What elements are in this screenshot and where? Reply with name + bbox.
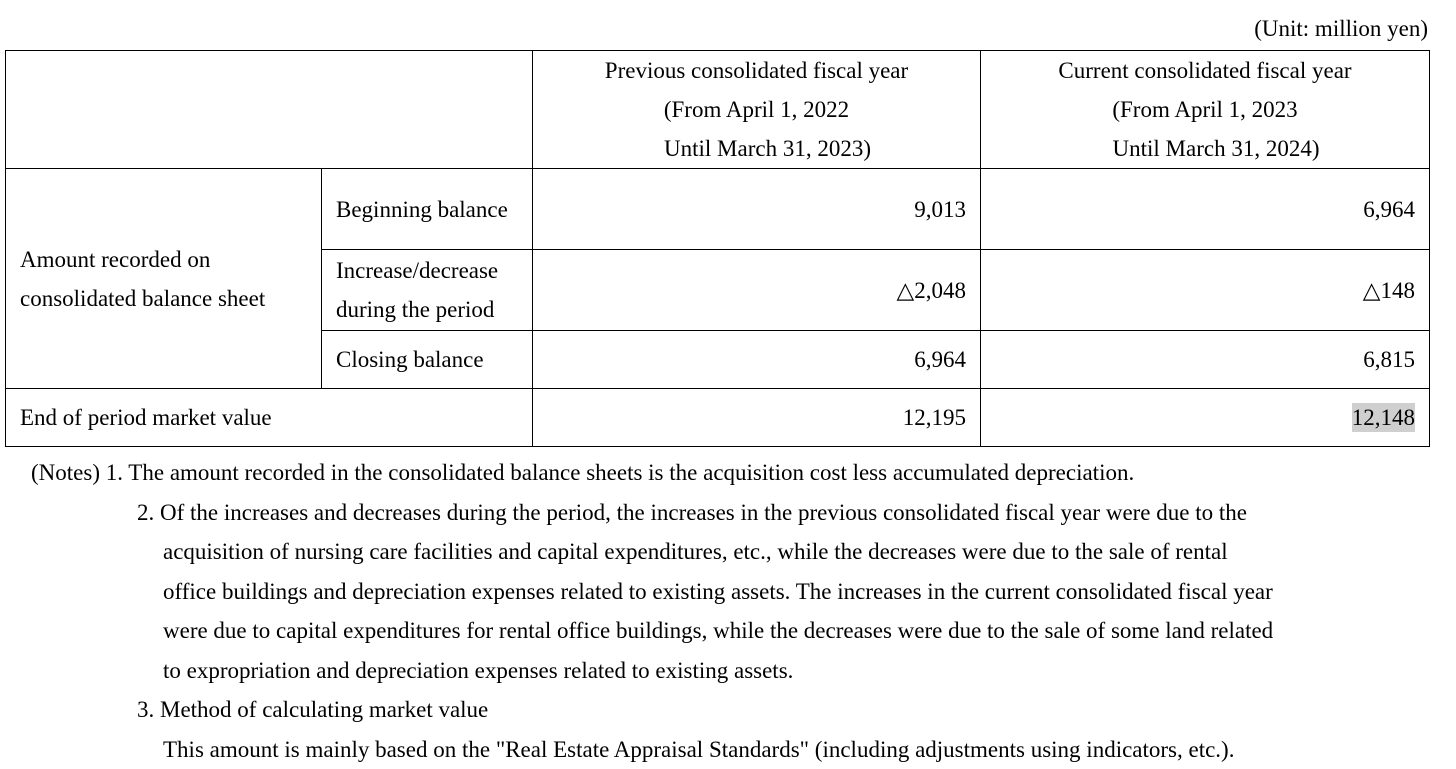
market-value-row: [6, 389, 1430, 447]
unit-label: (Unit: million yen): [1254, 14, 1428, 44]
note-2-first-line: 2. Of the increases and decreases during the period, the increases in the previous consolidated fiscal year were due to the: [31, 493, 1446, 533]
note-2-line: to expropriation and depreciation expenses related to existing assets.: [31, 651, 1446, 691]
prev-year-until: Until March 31, 2023): [547, 129, 966, 168]
group-label: Amount recorded on consolidated balance sheet: [20, 247, 265, 311]
header-prev-year: [533, 51, 981, 169]
prev-value: △2,048: [533, 250, 981, 331]
curr-year-from: (From April 1, 2023: [995, 90, 1415, 129]
prev-value: 9,013: [533, 169, 981, 250]
note-2-line: office buildings and depreciation expenses related to existing assets. The increases in the current consolidated fiscal year: [31, 572, 1446, 612]
row-label: Increase/decrease during the period: [322, 250, 533, 331]
row-label: Beginning balance: [322, 169, 533, 250]
note-1: (Notes) 1. The amount recorded in the consolidated balance sheets is the acquisition cost less accumulated depreciation.: [31, 453, 1446, 493]
table-row: [6, 169, 1430, 250]
header-empty-cell: [6, 51, 533, 169]
market-curr-cell: [981, 389, 1430, 447]
note-3-body: This amount is mainly based on the "Real Estate Appraisal Standards" (including adjustments using indicators, etc.).: [31, 730, 1446, 769]
investment-property-table: [5, 50, 1430, 447]
notes-section: [31, 453, 1446, 769]
prev-year-from: (From April 1, 2022: [547, 90, 966, 129]
curr-value: △148: [981, 250, 1430, 331]
note-3-title: 3. Method of calculating market value: [31, 690, 1446, 730]
header-row: [6, 51, 1430, 169]
market-value-label: End of period market value: [6, 389, 533, 447]
note-2-line: acquisition of nursing care facilities and capital expenditures, etc., while the decreases were due to the sale of rental: [31, 532, 1446, 572]
curr-year-until: Until March 31, 2024): [995, 129, 1415, 168]
curr-value: 6,964: [981, 169, 1430, 250]
header-curr-year: [981, 51, 1430, 169]
prev-value: 6,964: [533, 331, 981, 389]
curr-value: 6,815: [981, 331, 1430, 389]
row-label: Closing balance: [322, 331, 533, 389]
group-label-cell: [6, 169, 322, 389]
market-prev-value: 12,195: [533, 389, 981, 447]
prev-year-title: Previous consolidated fiscal year: [547, 51, 966, 90]
note-2-line: were due to capital expenditures for rental office buildings, while the decreases were due to the sale of some land related: [31, 611, 1446, 651]
market-curr-value: 12,148: [1352, 403, 1415, 432]
curr-year-title: Current consolidated fiscal year: [995, 51, 1415, 90]
